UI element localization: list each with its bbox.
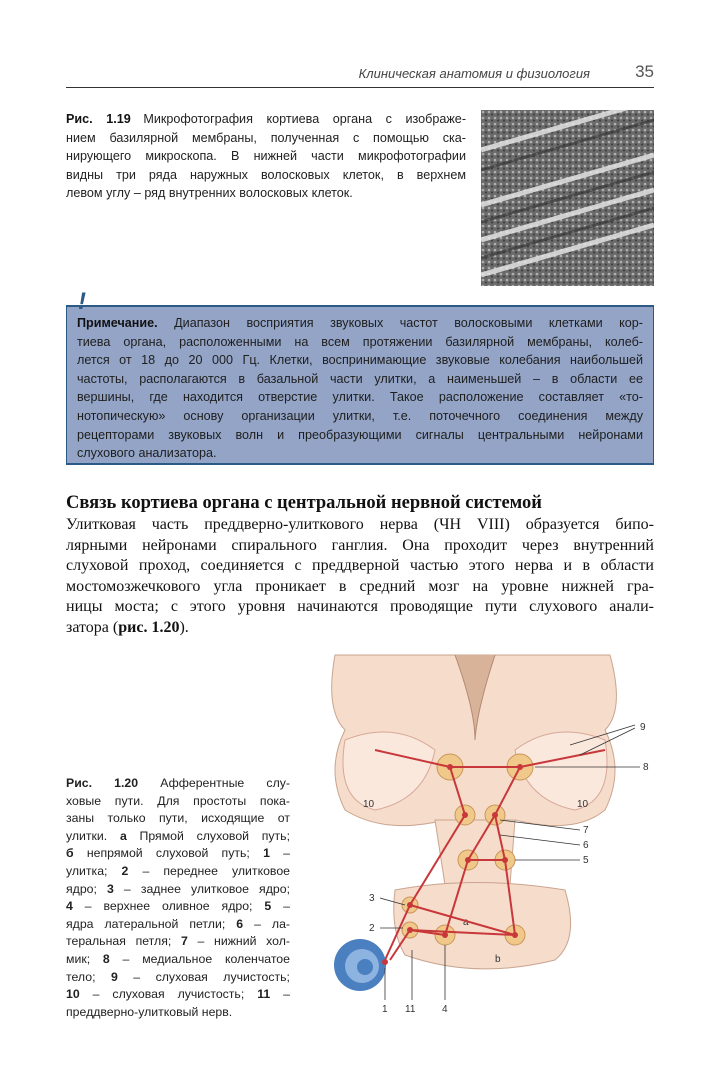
text-line: б непрямой слуховой путь; 1 – <box>66 846 290 861</box>
text-line: ядра латеральной петли; 6 – ла- <box>66 916 290 931</box>
text-line: тиева органа, расположенными на всем протяжении базилярной мембраны, колеб- <box>77 334 643 349</box>
micrograph-image <box>481 110 654 286</box>
text-line: улитка; 2 – переднее улитковое <box>66 863 290 878</box>
label-3: 3 <box>369 893 375 904</box>
text-line: лярными нейронами спирального ганглия. Она проходит через внутренний <box>66 536 654 554</box>
label-6: 6 <box>583 840 589 851</box>
figure-1-19-caption <box>66 110 466 203</box>
text-line: улитки. а Прямой слуховой путь; <box>66 828 290 843</box>
label-11: 11 <box>405 1004 416 1015</box>
text-line: нием базилярной мембраны, полученная с помощью ска- <box>66 130 466 145</box>
text-line: частоты, располагаются в базальной части улитки, а наименьшей – в области ее <box>77 371 643 386</box>
body-text: ). <box>179 618 189 636</box>
text-line: Рис. 1.20 Афферентные слу- <box>66 776 290 790</box>
text-line: мик; 8 – медиальное коленчатое <box>66 951 290 966</box>
text-line: ницы моста; с этого уровня начинаются проводящие пути слухового анали- <box>66 598 654 616</box>
text-line: слуховой проход, соединяется с преддверной частью этого нерва и в области <box>66 557 654 575</box>
label-1: 1 <box>382 1004 388 1015</box>
text-line: ховые пути. Для простоты пока- <box>66 793 290 808</box>
label-7: 7 <box>583 825 589 836</box>
header-rule <box>66 87 654 88</box>
note-box <box>66 305 654 465</box>
text-line: Улитковая часть преддверно-улиткового нерва (ЧН VIII) образуется бипо- <box>66 516 654 533</box>
page-number: 35 <box>635 62 654 81</box>
caption-label: Рис. 1.19 <box>66 112 144 126</box>
label-5: 5 <box>583 855 589 866</box>
note-exclamation-icon: ! <box>78 288 86 315</box>
text-line: преддверно-улитковый нерв. <box>66 1004 233 1019</box>
figure-reference-link: рис. 1.20 <box>118 618 180 636</box>
text-line: 4 – верхнее оливное ядро; 5 – <box>66 899 290 914</box>
label-4: 4 <box>442 1004 448 1015</box>
text-line: мостомозжечкового угла проникает в средний мозг на уровне нижней гра- <box>66 577 654 595</box>
label-10-right: 10 <box>577 799 589 810</box>
label-10-left: 10 <box>363 799 375 810</box>
label-a: a <box>463 917 469 928</box>
text-line: заны только пути, исходящие от <box>66 811 290 826</box>
text-line: тело; 9 – слуховая лучистость; <box>66 969 290 984</box>
running-title: Клиническая анатомия и физиология <box>358 66 590 81</box>
section-body <box>66 515 654 639</box>
text-line: рецепторами звуковых волн и преобразующими сигналы центральными нейронами <box>77 427 643 442</box>
auditory-pathway-diagram <box>305 650 660 1020</box>
text-line: 10 – слуховая лучистость; 11 – <box>66 987 290 1002</box>
figure-1-20-caption <box>66 775 290 1021</box>
text-line: левом углу – ряд внутренних волосковых клеток. <box>66 186 353 201</box>
text-line: Примечание. Диапазон восприятия звуковых частот волосковыми клетками кор- <box>77 316 643 330</box>
label-b: b <box>495 954 501 965</box>
label-9: 9 <box>640 722 646 733</box>
section-heading: Связь кортиева органа с центральной нервной системой <box>66 493 542 513</box>
cochlea-icon <box>334 939 388 991</box>
label-8: 8 <box>643 762 649 773</box>
body-text: затора ( <box>66 618 119 636</box>
text-line: нотопическую» основу организации улитки, т.е. поточечного соединения между <box>77 408 643 423</box>
text-line: теральная петля; 7 – нижний хол- <box>66 934 290 949</box>
caption-label: Примечание. <box>77 316 175 330</box>
text-line: лется от 18 до 20 000 Гц. Клетки, воспринимающие звуковые колебания наибольшей <box>77 353 643 368</box>
text-line: слухового анализатора. <box>77 446 217 461</box>
text-line: видны три ряда наружных волосковых клеток, в верхнем <box>66 167 466 182</box>
label-2: 2 <box>369 923 375 934</box>
text-line: Рис. 1.19 Микрофотография кортиева органа с изображе- <box>66 112 466 126</box>
text-line: ядро; 3 – заднее улитковое ядро; <box>66 881 290 896</box>
text-line: нирующего микроскопа. В нижней части микрофотографии <box>66 149 466 164</box>
text-line: вершины, где находится отверстие улитки. Такое расположение составляет «то- <box>77 390 643 405</box>
